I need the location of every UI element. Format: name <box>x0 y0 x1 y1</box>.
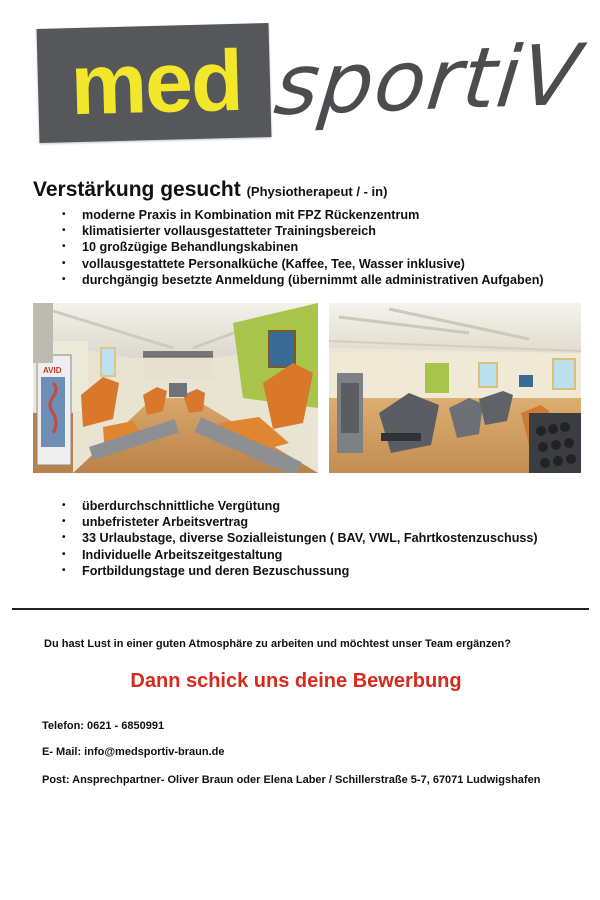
headline <box>33 178 387 202</box>
question-text: Du hast Lust in einer guten Atmosphäre zu arbeiten und möchtest unser Team ergänzen? <box>44 638 511 650</box>
list-item: • 10 großzügige Behandlungskabinen <box>62 239 544 255</box>
list-item: • moderne Praxis in Kombination mit FPZ Rückenzentrum <box>62 207 544 223</box>
gym-photo-left-image <box>33 303 318 473</box>
contact-email: E- Mail: info@medsportiv-braun.de <box>42 746 225 758</box>
list-item: • 33 Urlaubstage, diverse Sozialleistungen ( BAV, VWL, Fahrtkostenzuschuss) <box>62 530 538 546</box>
contact-post: Post: Ansprechpartner- Oliver Braun oder Elena Laber / Schillerstraße 5-7, 67071 Ludwigshafen <box>42 774 541 786</box>
logo <box>0 0 600 160</box>
divider <box>12 608 589 610</box>
gym-photo-left <box>33 303 318 473</box>
gym-photo-right <box>329 303 581 473</box>
contact-phone: Telefon: 0621 - 6850991 <box>42 720 165 732</box>
list-item: • durchgängig besetzte Anmeldung (übernimmt alle administrativen Aufgaben) <box>62 272 544 288</box>
headline-subtitle: (Physiotherapeut / - in) <box>246 184 388 199</box>
list-item: • klimatisierter vollausgestatteter Trainingsbereich <box>62 223 544 239</box>
cta-heading: Dann schick uns deine Bewerbung <box>130 670 462 692</box>
list-item: • Individuelle Arbeitszeitgestaltung <box>62 547 538 563</box>
gym-photo-left-label: AVID <box>43 366 62 375</box>
list-item: • vollausgestattete Personalküche (Kaffee, Tee, Wasser inklusive) <box>62 256 544 272</box>
benefits-list <box>62 498 538 579</box>
logo-sportiv-text: sportiV <box>270 25 586 135</box>
gym-photo-right-image <box>329 303 581 473</box>
list-item: • Fortbildungstage und deren Bezuschussung <box>62 563 538 579</box>
features-list <box>62 207 544 288</box>
list-item: • unbefristeter Arbeitsvertrag <box>62 514 538 530</box>
logo-med-text: med <box>69 32 243 134</box>
headline-title: Verstärkung gesucht <box>33 178 241 201</box>
list-item: • überdurchschnittliche Vergütung <box>62 498 538 514</box>
